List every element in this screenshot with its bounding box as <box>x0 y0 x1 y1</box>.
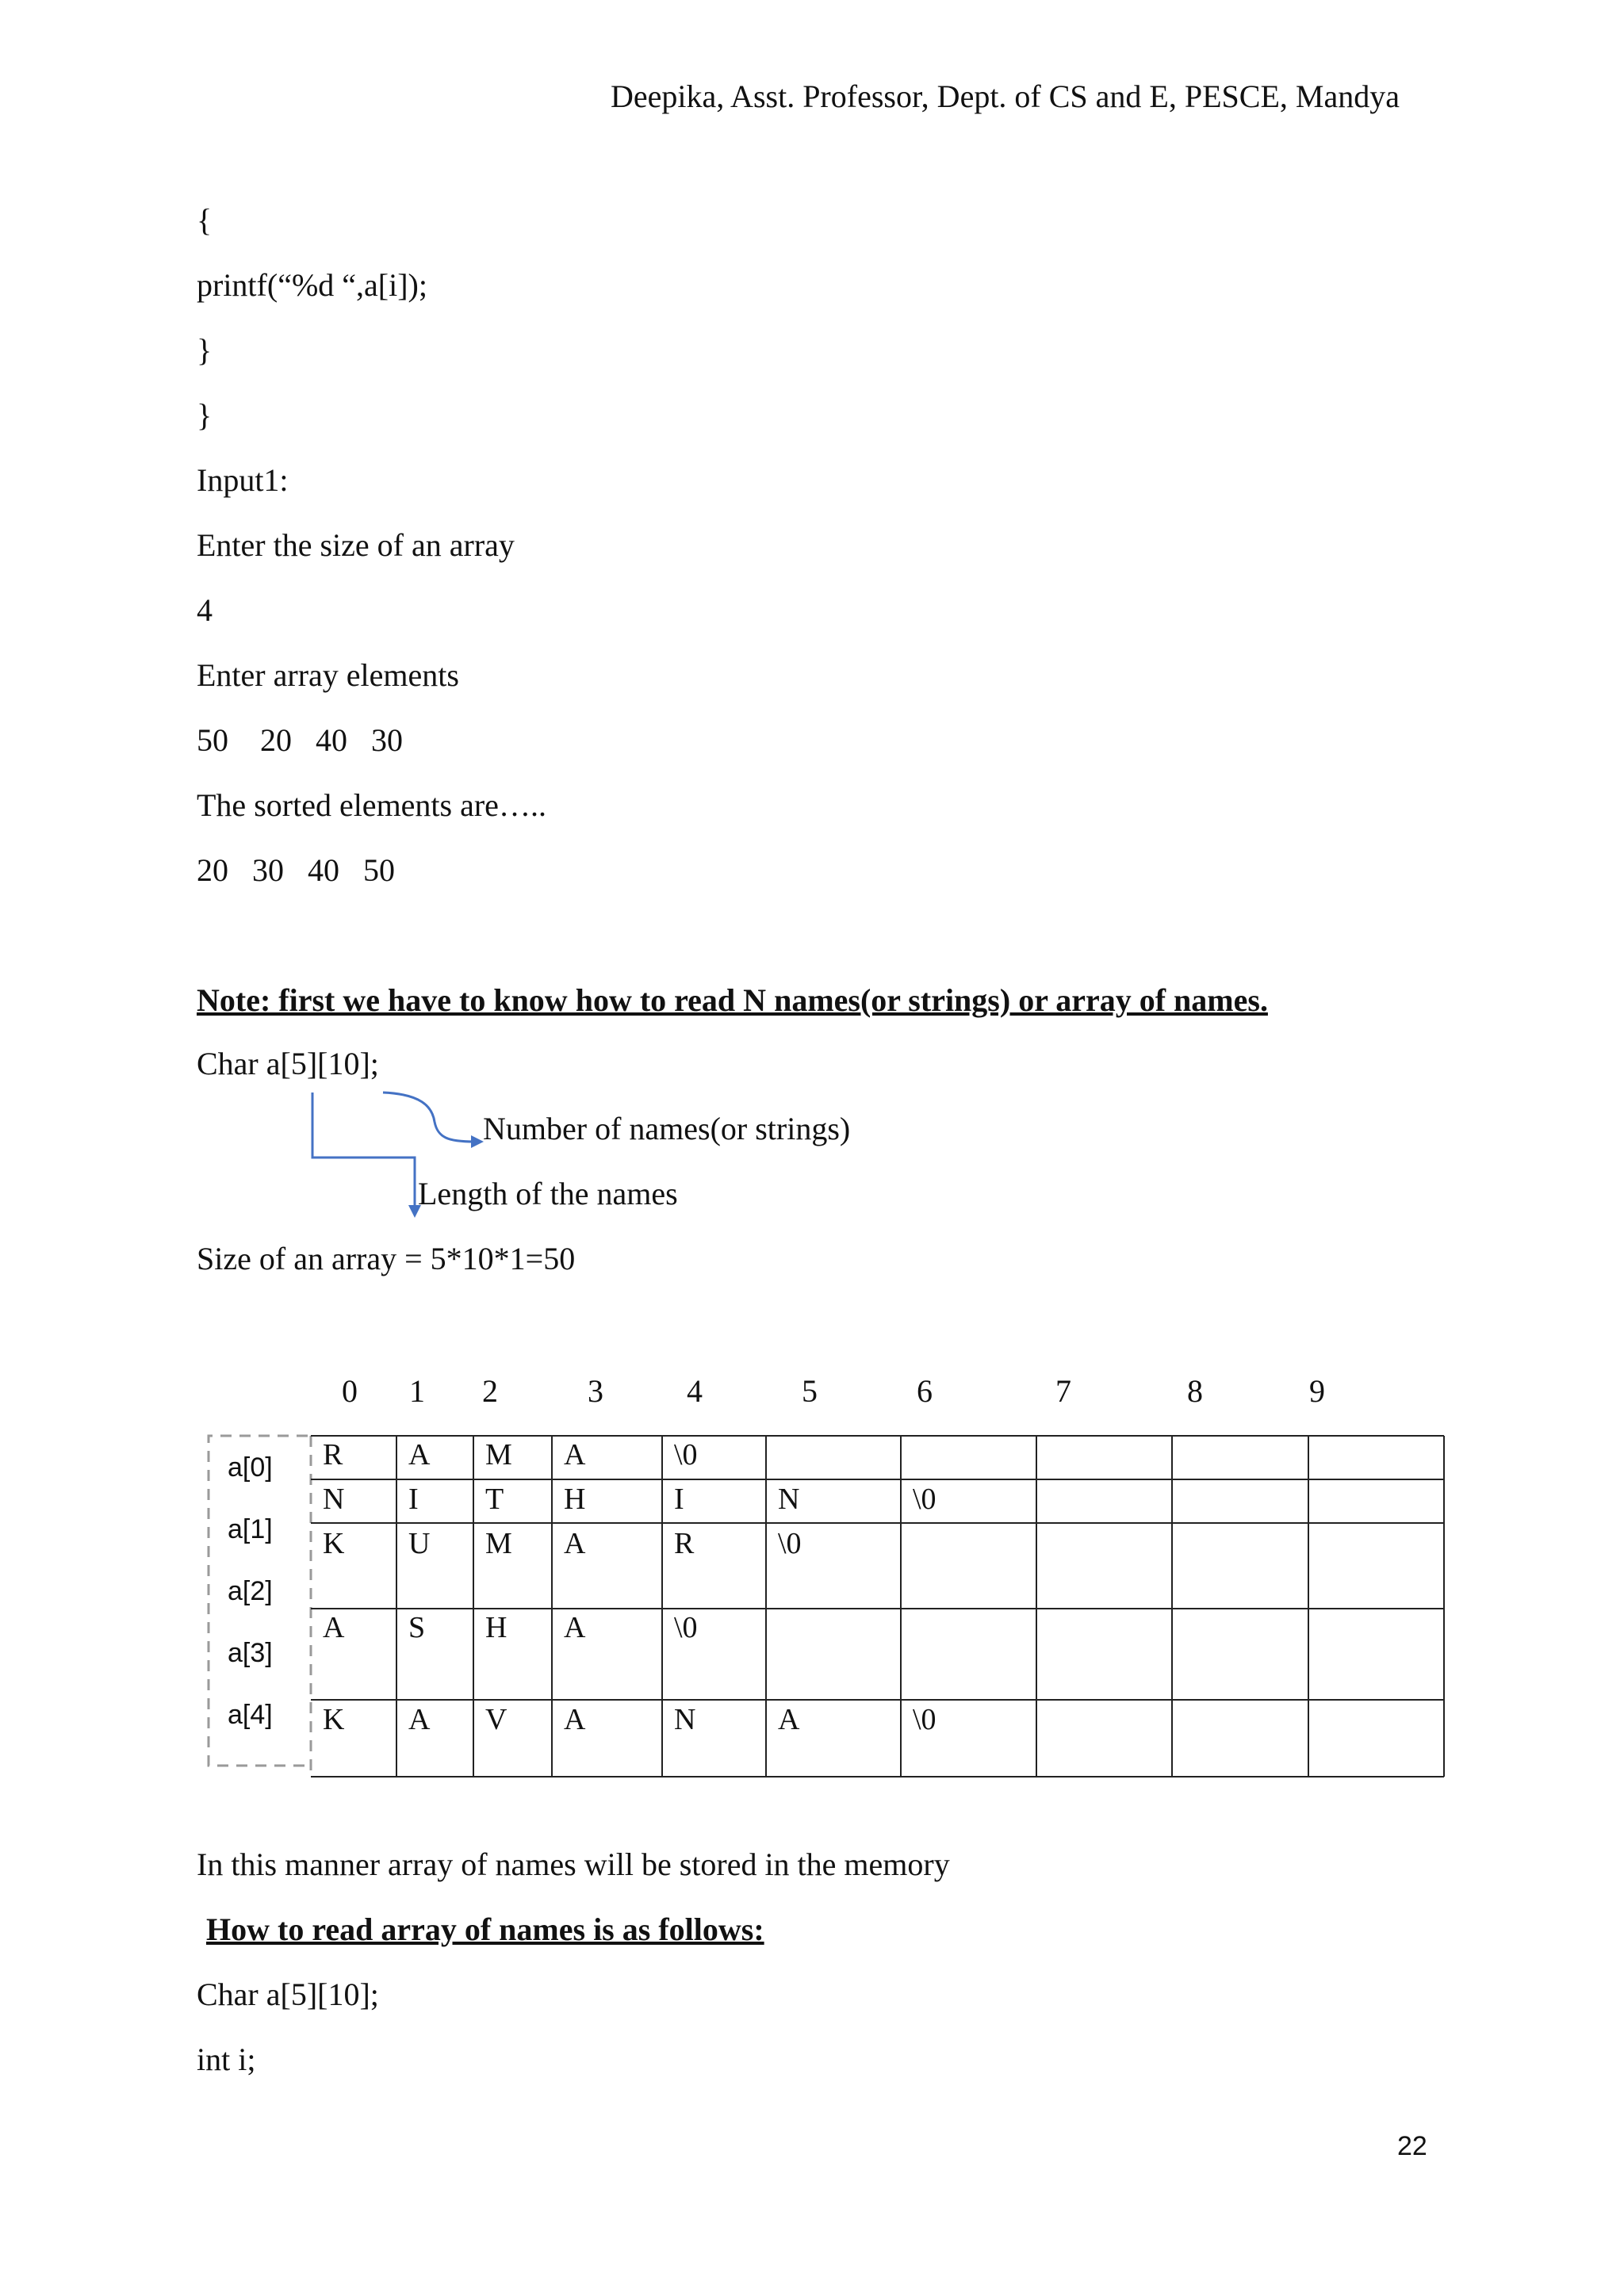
column-index: 7 <box>1055 1373 1071 1409</box>
row-label: a[2] <box>228 1576 273 1606</box>
code2-line: int i; <box>197 2042 256 2077</box>
input-title: Input1: <box>197 462 289 498</box>
page-header: Deepika, Asst. Professor, Dept. of CS and E, PESCE, Mandya <box>611 78 1400 114</box>
code-line: } <box>197 397 213 433</box>
grid-cell: K <box>323 1703 345 1736</box>
code2-line: Char a[5][10]; <box>197 1976 379 2012</box>
prompt-elements: Enter array elements <box>197 657 459 693</box>
column-index: 1 <box>409 1373 425 1409</box>
prompt-size: Enter the size of an array <box>197 527 515 563</box>
elements-value: 50 20 40 30 <box>197 722 403 758</box>
column-index: 3 <box>588 1373 603 1409</box>
code-line: { <box>197 202 213 238</box>
grid-cell: \0 <box>674 1438 698 1471</box>
grid-cell: I <box>674 1483 684 1516</box>
grid-cell: \0 <box>778 1527 802 1560</box>
note-heading: Note: first we have to know how to read N names(or strings) or array of names. <box>197 982 1268 1018</box>
sorted-label: The sorted elements are….. <box>197 787 546 823</box>
grid-cell: A <box>564 1703 586 1736</box>
grid-cell: K <box>323 1527 345 1560</box>
grid-cell: H <box>485 1611 508 1644</box>
code-line: printf(“%d “,a[i]); <box>197 267 427 303</box>
grid-cell: R <box>674 1527 695 1560</box>
grid-cell: A <box>778 1703 800 1736</box>
column-index: 9 <box>1309 1373 1325 1409</box>
grid-cell: \0 <box>913 1483 936 1516</box>
grid-cell: N <box>323 1483 345 1516</box>
grid-cell: H <box>564 1483 586 1516</box>
grid-cell: A <box>323 1611 345 1644</box>
grid-cell: S <box>408 1611 426 1644</box>
grid-cell: N <box>778 1483 800 1516</box>
grid-cell: R <box>323 1438 343 1471</box>
grid-cell: I <box>408 1483 419 1516</box>
grid-cell: V <box>485 1703 508 1736</box>
annotation-number-of-names: Number of names(or strings) <box>483 1111 851 1146</box>
grid-cell: \0 <box>913 1703 936 1736</box>
column-index: 6 <box>917 1373 933 1409</box>
column-index: 2 <box>482 1373 498 1409</box>
row-label: a[3] <box>228 1638 273 1668</box>
grid-cell: U <box>408 1527 431 1560</box>
size-formula: Size of an array = 5*10*1=50 <box>197 1241 576 1276</box>
row-label: a[1] <box>228 1514 273 1544</box>
grid-cell: \0 <box>674 1611 698 1644</box>
page-number: 22 <box>1397 2131 1427 2161</box>
row-label: a[0] <box>228 1452 273 1483</box>
declaration: Char a[5][10]; <box>197 1046 379 1081</box>
column-index: 4 <box>687 1373 703 1409</box>
grid-cell: A <box>564 1527 586 1560</box>
memory-sentence: In this manner array of names will be stored in the memory <box>197 1846 950 1882</box>
grid-cell: M <box>485 1438 512 1471</box>
read-heading: How to read array of names is as follows: <box>206 1911 764 1947</box>
grid-cell: A <box>408 1438 431 1471</box>
annotation-length-of-names: Length of the names <box>418 1176 678 1211</box>
grid-cell: A <box>564 1438 586 1471</box>
grid-cell: N <box>674 1703 696 1736</box>
column-index: 0 <box>342 1373 358 1409</box>
size-value: 4 <box>197 592 213 628</box>
grid-cell: M <box>485 1527 512 1560</box>
code-line: } <box>197 332 213 368</box>
column-index: 5 <box>802 1373 818 1409</box>
row-label: a[4] <box>228 1700 273 1730</box>
sorted-values: 20 30 40 50 <box>197 852 395 888</box>
grid-cell: A <box>408 1703 431 1736</box>
column-index: 8 <box>1187 1373 1203 1409</box>
grid-cell: A <box>564 1611 586 1644</box>
grid-cell: T <box>485 1483 504 1516</box>
